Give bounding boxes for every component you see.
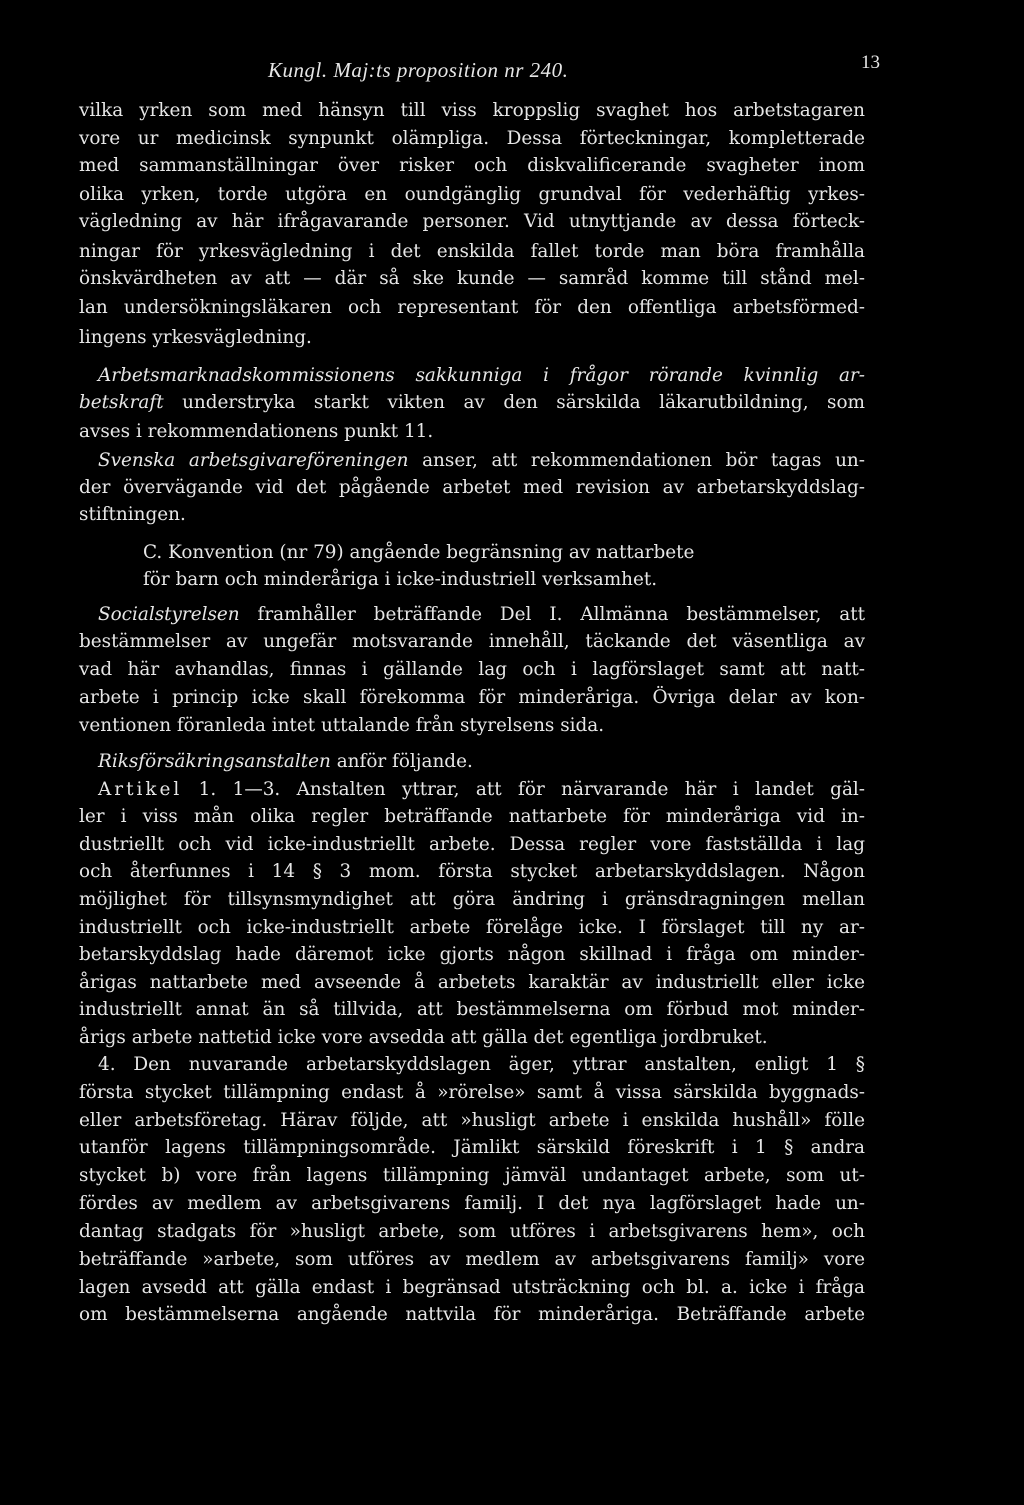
text-run: industriellt annat än så tillvida, att bestämmelserna om förbud mot minder- <box>79 999 865 1020</box>
text-run: framhåller beträffande Del I. Allmänna bestämmelser, att <box>239 604 865 625</box>
text-run: för barn och minderåriga i icke-industriell verksamhet. <box>143 569 658 590</box>
emphasized-text: Riksförsäkringsanstalten <box>98 751 331 772</box>
text-run: ventionen föranleda intet uttalande från styrelsens sida. <box>79 715 605 736</box>
text-line <box>79 655 865 685</box>
text-line <box>79 388 865 418</box>
running-title: Kungl. Maj:ts proposition nr 240. <box>268 58 569 82</box>
text-line <box>79 1189 865 1219</box>
text-line <box>79 1133 865 1163</box>
text-line <box>79 1245 865 1275</box>
text-line <box>143 538 865 568</box>
text-line <box>79 1217 865 1247</box>
text-line <box>79 627 865 657</box>
text-run: med sammanställningar över risker och diskvalificerande svagheter inom <box>79 155 865 176</box>
text-run: möjlighet för tillsynsmyndighet att göra ändring i gränsdragningen mellan <box>79 889 865 910</box>
text-run: 1. 1—3. Anstalten yttrar, att för närvarande här i landet gäl- <box>182 779 865 800</box>
text-line <box>79 500 865 530</box>
text-line <box>79 913 865 943</box>
text-line <box>79 1078 865 1108</box>
text-line <box>79 995 865 1025</box>
text-line <box>98 361 865 391</box>
text-line <box>143 565 865 595</box>
text-run: dustriellt och vid icke-industriellt arbete. Dessa regler vore fastställda i lag <box>79 834 865 855</box>
text-line <box>79 857 865 887</box>
text-run: utanför lagens tillämpningsområde. Jämlikt särskild föreskrift i 1 § andra <box>79 1137 865 1158</box>
text-line <box>98 1050 865 1080</box>
text-run: eller arbetsföretag. Härav följde, att »husligt arbete i enskilda hushåll» fölle <box>79 1110 865 1131</box>
text-run: första stycket tillämpning endast å »rörelse» samt å vissa särskilda byggnads- <box>79 1082 865 1103</box>
text-run: ningar för yrkesvägledning i det enskilda fallet torde man böra framhålla <box>79 241 865 262</box>
text-run: betarskyddslag hade däremot icke gjorts någon skillnad i fråga om minder- <box>79 944 865 965</box>
text-line <box>79 124 865 154</box>
text-line <box>79 830 865 860</box>
text-run: lingens yrkesvägledning. <box>79 327 312 348</box>
text-line <box>79 711 865 741</box>
page-number: 13 <box>861 52 880 73</box>
text-line <box>79 885 865 915</box>
text-line <box>79 1300 865 1330</box>
text-line <box>79 683 865 713</box>
text-run: lan undersökningsläkaren och representant för den offentliga arbetsförmed- <box>79 297 865 318</box>
text-run: der övervägande vid det pågående arbetet med revision av arbetarskyddslag- <box>79 477 865 498</box>
text-line <box>79 323 865 353</box>
emphasized-text: betskraft <box>79 392 164 413</box>
text-run: anför följande. <box>330 751 473 772</box>
text-run: om bestämmelserna angående nattvila för minderåriga. Beträffande arbete <box>79 1304 865 1325</box>
text-line <box>98 775 865 805</box>
text-line <box>79 207 865 237</box>
text-run: årigs arbete nattetid icke vore avsedda att gälla det egentliga jordbruket. <box>79 1027 768 1048</box>
text-run: vad här avhandlas, finnas i gällande lag och i lagförslaget samt att natt- <box>79 659 865 680</box>
text-run: avses i rekommendationens punkt 11. <box>79 421 434 442</box>
text-line <box>79 940 865 970</box>
text-run: lagen avsedd att gälla endast i begränsad utsträckning och bl. a. icke i fråga <box>79 1277 865 1298</box>
emphasized-text: Arbetsmarknadskommissionens sakkunniga i frågor rörande kvinnlig ar- <box>98 365 865 386</box>
text-run: C. Konvention (nr 79) angående begränsning av nattarbete <box>143 542 695 563</box>
text-line <box>79 151 865 181</box>
text-line <box>98 600 865 630</box>
page-header <box>60 52 880 88</box>
text-run: industriellt och icke-industriellt arbete förelåge icke. I förslaget till ny ar- <box>79 917 865 938</box>
text-run: Artikel <box>98 779 183 800</box>
text-line <box>79 1161 865 1191</box>
text-run: anser, att rekommendationen bör tagas un- <box>408 450 865 471</box>
text-line <box>79 417 865 447</box>
text-run: önskvärdheten av att — där så ske kunde — samråd komme till stånd mel- <box>79 268 865 289</box>
text-line <box>79 802 865 832</box>
text-run: stycket b) vore från lagens tillämpning jämväl undantaget arbete, som ut- <box>79 1165 865 1186</box>
text-run: beträffande »arbete, som utföres av medlem av arbetsgivarens familj» vore <box>79 1249 865 1270</box>
text-run: årigas nattarbete med avseende å arbetets karaktär av industriellt eller icke <box>79 972 865 993</box>
text-line <box>79 293 865 323</box>
text-line <box>79 1106 865 1136</box>
text-line <box>79 473 865 503</box>
text-run: understryka starkt vikten av den särskilda läkarutbildning, som <box>163 392 865 413</box>
emphasized-text: Svenska arbetsgivareföreningen <box>98 450 409 471</box>
text-run: vilka yrken som med hänsyn till viss kroppslig svaghet hos arbetstagaren <box>79 100 865 121</box>
text-run: 4. Den nuvarande arbetarskyddslagen äger, yttrar anstalten, enligt 1 § <box>98 1054 865 1075</box>
text-line <box>79 1023 865 1053</box>
emphasized-text: Socialstyrelsen <box>98 604 240 625</box>
text-line <box>98 747 865 777</box>
text-line <box>98 446 865 476</box>
text-line <box>79 264 865 294</box>
text-run: vägledning av här ifrågavarande personer. Vid utnyttjande av dessa förteck- <box>79 211 865 232</box>
text-run: dantag stadgats för »husligt arbete, som utföres i arbetsgivarens hem», och <box>79 1221 865 1242</box>
text-run: ler i viss mån olika regler beträffande nattarbete för minderåriga vid in- <box>79 806 865 827</box>
text-line <box>79 968 865 998</box>
text-line <box>79 1273 865 1303</box>
text-run: och återfunnes i 14 § 3 mom. första stycket arbetarskyddslagen. Någon <box>79 861 865 882</box>
text-run: bestämmelser av ungefär motsvarande innehåll, täckande det väsentliga av <box>79 631 865 652</box>
text-run: arbete i princip icke skall förekomma för minderåriga. Övriga delar av kon- <box>79 687 865 708</box>
text-run: fördes av medlem av arbetsgivarens familj. I det nya lagförslaget hade un- <box>79 1193 865 1214</box>
text-line <box>79 237 865 267</box>
text-line <box>79 96 865 126</box>
text-run: vore ur medicinsk synpunkt olämpliga. Dessa förteckningar, kompletterade <box>79 128 865 149</box>
text-run: olika yrken, torde utgöra en oundgänglig grundval för vederhäftig yrkes- <box>79 184 865 205</box>
text-line <box>79 180 865 210</box>
text-run: stiftningen. <box>79 504 186 525</box>
